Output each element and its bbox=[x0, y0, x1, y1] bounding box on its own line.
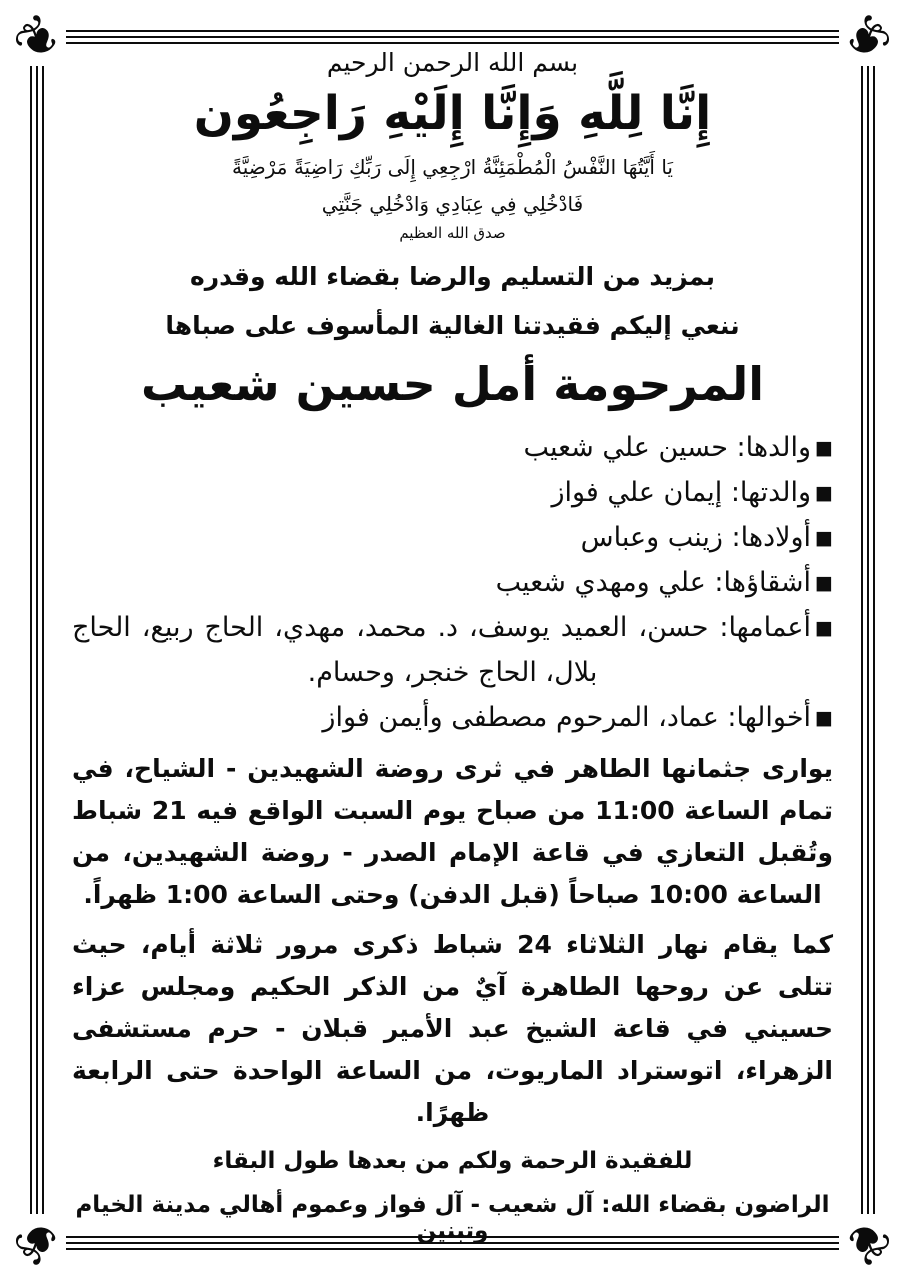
family-list-item-siblings bbox=[72, 560, 833, 605]
square-bullet-icon: ■ bbox=[815, 482, 833, 505]
square-bullet-icon: ■ bbox=[815, 572, 833, 595]
sadaqa-text: صدق الله العظيم bbox=[399, 223, 506, 242]
family-list-item-children bbox=[72, 515, 833, 560]
quran-verse-line-1: يَا أَيَّتُهَا النَّفْسُ الْمُطْمَئِنَّةُ ارْجِعِي إِلَى رَبِّكِ رَاضِيَةً مَرْضِيَّةً bbox=[231, 154, 673, 179]
mercy-closing-line: للفقيدة الرحمة ولكم من بعدها طول البقاء bbox=[212, 1148, 693, 1175]
family-list-item-maternal-uncles bbox=[72, 695, 833, 740]
floral-corner-ornament-icon: ❦ bbox=[1, 1204, 76, 1279]
family-list-item-father bbox=[72, 425, 833, 470]
memorial-details-paragraph: كما يقام نهار الثلاثاء 24 شباط ذكرى مرور ثلاثة أيام، حيث تتلى عن روحها الطاهرة آيٌ من الذكر الحكيم ومجلس عزاء حسيني في قاعة الشيخ عبد الأمير قبلان - حرم مستشفى الزهراء، اتوستراد الماريوت، من الساعة الواحدة حتى الرابعة ظهرًا. bbox=[72, 930, 833, 1128]
square-bullet-icon: ■ bbox=[815, 527, 833, 550]
burial-details-paragraph: يوارى جثمانها الطاهر في ثرى روضة الشهيدين - الشياح، في تمام الساعة 11:00 من صباح يوم السبت الواقع فيه 21 شباط وتُقبل التعازي في قاعة الإمام الصدر - روضة الشهيدين، من الساعة 10:00 صباحاً (قبل الدفن) وحتى الساعة 1:00 ظهراً. bbox=[72, 754, 833, 910]
family-list-item-paternal-uncles bbox=[72, 605, 833, 695]
floral-corner-ornament-icon: ❦ bbox=[829, 1, 904, 76]
basmala-text: بسم الله الرحمن الرحيم bbox=[326, 48, 579, 77]
family-item-text: والدها: حسين علي شعيب bbox=[523, 432, 812, 464]
family-item-text: أعمامها: حسن، العميد يوسف، د. محمد، مهدي، الحاج ربيع، الحاج بلال، الحاج خنجر، وحسام. bbox=[72, 612, 812, 689]
square-bullet-icon: ■ bbox=[815, 617, 833, 640]
floral-corner-ornament-icon: ❦ bbox=[829, 1204, 904, 1279]
family-list-item-mother bbox=[72, 470, 833, 515]
floral-corner-ornament-icon: ❦ bbox=[1, 1, 76, 76]
family-item-text: أخوالها: عماد، المرحوم مصطفى وأيمن فواز bbox=[322, 702, 812, 734]
family-list bbox=[72, 425, 833, 740]
family-item-text: أشقاؤها: علي ومهدي شعيب bbox=[495, 567, 812, 599]
istirja-calligraphy: إِنَّا لِلَّهِ وَإِنَّا إِلَيْهِ رَاجِعُون bbox=[193, 86, 712, 141]
condolence-intro-line-1: بمزيد من التسليم والرضا بقضاء الله وقدره bbox=[190, 261, 715, 291]
mourners-line: الراضون بقضاء الله: آل شعيب - آل فواز وعموم أهالي مدينة الخيام وتبنين bbox=[75, 1192, 830, 1245]
obituary-content bbox=[72, 46, 833, 1245]
deceased-name-title: المرحومة أمل حسين شعيب bbox=[140, 356, 765, 411]
square-bullet-icon: ■ bbox=[815, 707, 833, 730]
family-item-text: والدتها: إيمان علي فواز bbox=[551, 477, 812, 509]
square-bullet-icon: ■ bbox=[815, 437, 833, 460]
family-item-text: أولادها: زينب وعباس bbox=[580, 522, 812, 554]
condolence-intro-line-2: ننعي إليكم فقيدتنا الغالية المأسوف على صباها bbox=[165, 310, 740, 340]
quran-verse-line-2: فَادْخُلِي فِي عِبَادِي وَادْخُلِي جَنَّتِي bbox=[321, 191, 584, 216]
